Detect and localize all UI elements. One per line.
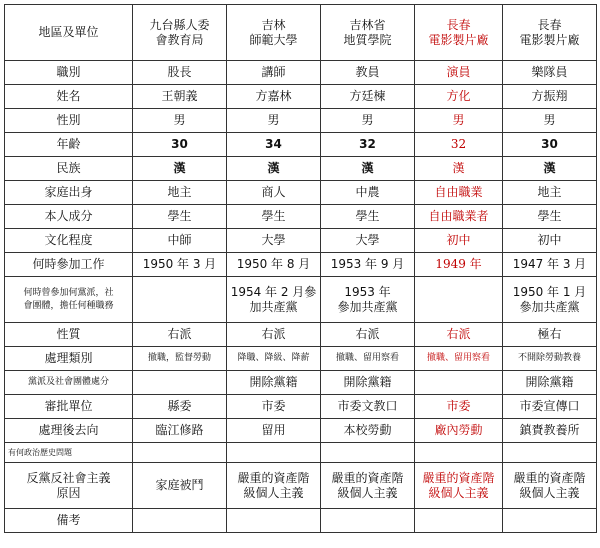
cell-highlighted: 市委 — [415, 395, 503, 419]
row-label: 家庭出身 — [5, 181, 133, 205]
cell: 市委 — [227, 395, 321, 419]
row-destination — [5, 419, 597, 443]
row-label: 處理類別 — [5, 347, 133, 371]
cell: 不開除勞動教養 — [503, 347, 597, 371]
header-row — [5, 5, 597, 61]
cell-highlighted: 方化 — [415, 85, 503, 109]
cell — [227, 509, 321, 533]
cell: 大學 — [321, 229, 415, 253]
cell: 講師 — [227, 61, 321, 85]
row-label: 黨派及社會團體處分 — [5, 371, 133, 395]
cell-highlighted: 右派 — [415, 323, 503, 347]
row-label: 文化程度 — [5, 229, 133, 253]
cell: 學生 — [133, 205, 227, 229]
row-treatment — [5, 347, 597, 371]
cell: 地主 — [133, 181, 227, 205]
row-label: 性質 — [5, 323, 133, 347]
cell: 降職、降級、降薪 — [227, 347, 321, 371]
cell: 34 — [227, 133, 321, 157]
cell: 漢 — [503, 157, 597, 181]
row-position — [5, 61, 597, 85]
cell-highlighted: 嚴重的資產階 級個人主義 — [415, 463, 503, 509]
cell: 樂隊員 — [503, 61, 597, 85]
cell: 中農 — [321, 181, 415, 205]
row-nature — [5, 323, 597, 347]
cell: 右派 — [227, 323, 321, 347]
row-label: 年齡 — [5, 133, 133, 157]
column-header: 吉林省 地質學院 — [321, 5, 415, 61]
row-education — [5, 229, 597, 253]
cell: 股長 — [133, 61, 227, 85]
row-label: 審批單位 — [5, 395, 133, 419]
row-label: 性別 — [5, 109, 133, 133]
row-sex — [5, 109, 597, 133]
cell: 學生 — [321, 205, 415, 229]
row-label: 民族 — [5, 157, 133, 181]
row-label: 處理後去向 — [5, 419, 133, 443]
cell: 1953 年 9 月 — [321, 253, 415, 277]
cell — [503, 509, 597, 533]
cell: 學生 — [503, 205, 597, 229]
cell: 大學 — [227, 229, 321, 253]
cell-highlighted: 演員 — [415, 61, 503, 85]
cell-highlighted: 自由職業者 — [415, 205, 503, 229]
cell: 方振翔 — [503, 85, 597, 109]
cell-highlighted: 初中 — [415, 229, 503, 253]
cell: 嚴重的資產階 級個人主義 — [503, 463, 597, 509]
cell: 市委文教口 — [321, 395, 415, 419]
row-label: 備考 — [5, 509, 133, 533]
column-header: 九台縣人委 會教育局 — [133, 5, 227, 61]
row-label: 職別 — [5, 61, 133, 85]
row-work-start — [5, 253, 597, 277]
column-header: 吉林 師範大學 — [227, 5, 321, 61]
cell: 漢 — [133, 157, 227, 181]
cell: 開除黨籍 — [227, 371, 321, 395]
cell: 方嘉林 — [227, 85, 321, 109]
cell: 縣委 — [133, 395, 227, 419]
cell: 教員 — [321, 61, 415, 85]
corner-label: 地區及單位 — [5, 5, 133, 61]
column-header: 長春 電影製片廠 — [503, 5, 597, 61]
row-party — [5, 277, 597, 323]
cell-highlighted: 自由職業 — [415, 181, 503, 205]
row-age — [5, 133, 597, 157]
cell: 開除黨籍 — [321, 371, 415, 395]
cell-highlighted — [415, 277, 503, 323]
cell: 1950 年 1 月 參加共產黨 — [503, 277, 597, 323]
cell: 1953 年 參加共產黨 — [321, 277, 415, 323]
cell: 學生 — [227, 205, 321, 229]
cell: 漢 — [321, 157, 415, 181]
row-label: 何時參加工作 — [5, 253, 133, 277]
cell: 右派 — [133, 323, 227, 347]
cell: 留用 — [227, 419, 321, 443]
cell: 1954 年 2 月參 加共產黨 — [227, 277, 321, 323]
cell-highlighted: 廠內勞動 — [415, 419, 503, 443]
row-label: 反黨反社會主義 原因 — [5, 463, 133, 509]
cell-highlighted: 32 — [415, 133, 503, 157]
cell: 右派 — [321, 323, 415, 347]
cell: 30 — [503, 133, 597, 157]
row-history — [5, 443, 597, 463]
cell-highlighted: 男 — [415, 109, 503, 133]
cell — [133, 443, 227, 463]
cell-highlighted — [415, 509, 503, 533]
cell: 家庭被鬥 — [133, 463, 227, 509]
row-label: 本人成分 — [5, 205, 133, 229]
cell-highlighted: 漢 — [415, 157, 503, 181]
cell — [503, 443, 597, 463]
cell — [321, 443, 415, 463]
cell — [227, 443, 321, 463]
row-name — [5, 85, 597, 109]
cell: 男 — [321, 109, 415, 133]
cell: 方廷楝 — [321, 85, 415, 109]
cell-highlighted — [415, 443, 503, 463]
cell: 鎮賚教養所 — [503, 419, 597, 443]
row-label: 姓名 — [5, 85, 133, 109]
cell: 王朝義 — [133, 85, 227, 109]
row-label: 何時曾參加何黨派，社 會團體，擔任何種職務 — [5, 277, 133, 323]
cell-highlighted: 1949 年 — [415, 253, 503, 277]
cell — [133, 509, 227, 533]
cell — [133, 371, 227, 395]
cell: 1950 年 8 月 — [227, 253, 321, 277]
row-approval — [5, 395, 597, 419]
cell: 開除黨籍 — [503, 371, 597, 395]
cell: 32 — [321, 133, 415, 157]
cell: 嚴重的資產階 級個人主義 — [227, 463, 321, 509]
cell: 1947 年 3 月 — [503, 253, 597, 277]
cell: 初中 — [503, 229, 597, 253]
row-label: 有何政治歷史問題 — [5, 443, 133, 463]
cell — [133, 277, 227, 323]
cell: 30 — [133, 133, 227, 157]
row-ethnicity — [5, 157, 597, 181]
row-family — [5, 181, 597, 205]
cell: 臨江修路 — [133, 419, 227, 443]
cell: 極右 — [503, 323, 597, 347]
row-personal — [5, 205, 597, 229]
cell: 本校勞動 — [321, 419, 415, 443]
cell: 地主 — [503, 181, 597, 205]
row-party-discipline — [5, 371, 597, 395]
cell: 撤職、留用察看 — [321, 347, 415, 371]
cell: 中師 — [133, 229, 227, 253]
cell-highlighted: 撤職、留用察看 — [415, 347, 503, 371]
column-header-highlighted: 長春 電影製片廠 — [415, 5, 503, 61]
cell-highlighted — [415, 371, 503, 395]
cell: 男 — [227, 109, 321, 133]
cell: 商人 — [227, 181, 321, 205]
cell: 1950 年 3 月 — [133, 253, 227, 277]
cell: 市委宣傳口 — [503, 395, 597, 419]
cell: 男 — [133, 109, 227, 133]
cell: 嚴重的資產階 級個人主義 — [321, 463, 415, 509]
personnel-table — [4, 4, 597, 533]
cell — [321, 509, 415, 533]
cell: 漢 — [227, 157, 321, 181]
row-remarks — [5, 509, 597, 533]
cell: 撤職，監督勞動 — [133, 347, 227, 371]
cell: 男 — [503, 109, 597, 133]
row-reason — [5, 463, 597, 509]
